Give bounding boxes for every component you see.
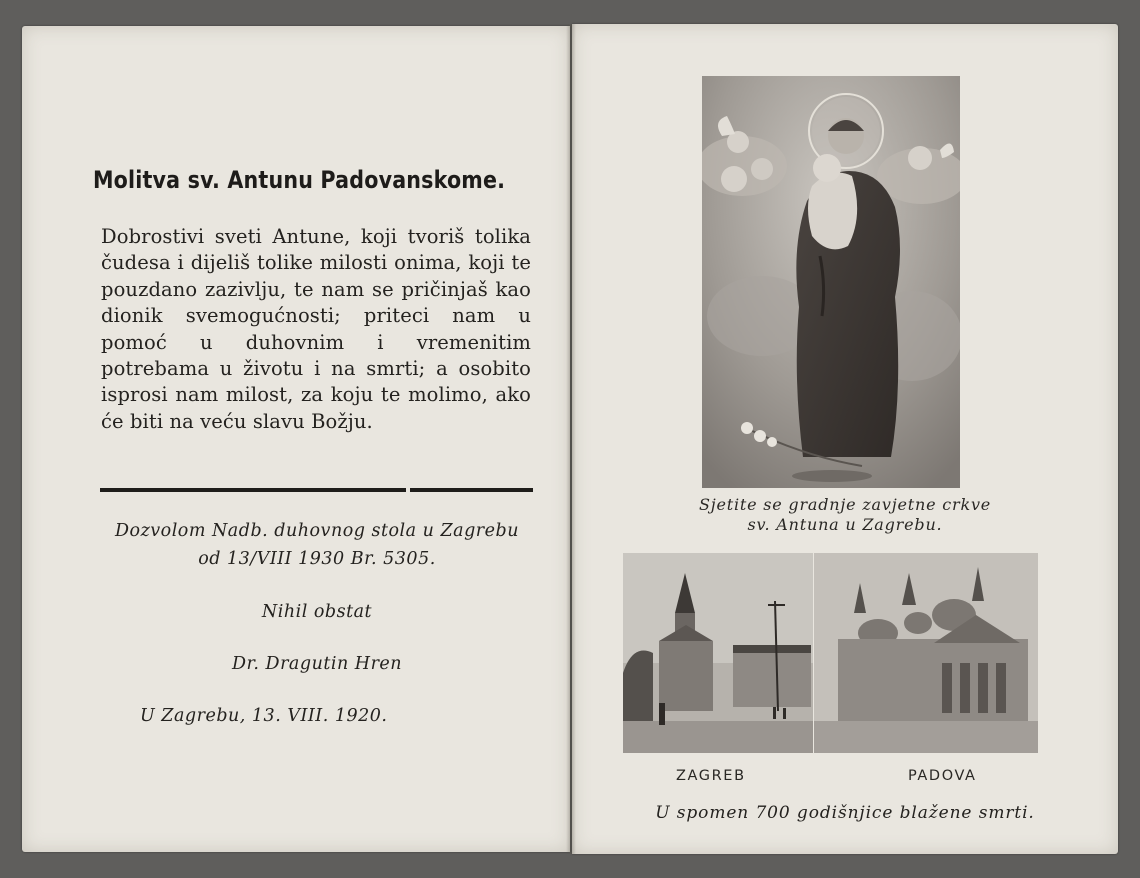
censor-name: Dr. Dragutin Hren [231,654,403,674]
left-page [22,26,570,852]
image-caption-line-1: Sjetite se gradnje zavjetne crkve [698,495,992,514]
right-page [572,24,1118,854]
divider-rule-right [410,488,533,492]
center-fold [566,24,576,854]
nihil-obstat: Nihil obstat [261,602,373,622]
padova-label: PADOVA [908,768,977,784]
prayer-text: Dobrostivi sveti Antune, koji tvoriš tolika čudesa i dijeliš tolike milosti onima, koji te pouzdano zazivlju, te nam se pričinjaš kao dionik svemogućnosti; priteci nam u pomoć u duhovnim i vremenitim potrebama u životu i na smrti; a osobito isprosi nam milost, za koju te molimo, ako će biti na veću slavu Božju. [101,225,531,433]
divider-rule-left [100,488,406,492]
approval-line-1: Dozvolom Nadb. duhovnog stola u Zagrebu [115,521,519,541]
padova-basilica-photo [814,553,1038,753]
zagreb-church-photo [623,553,813,753]
prayer-title: Molitva sv. Antunu Padovanskome. [92,166,506,194]
zagreb-label: ZAGREB [676,768,746,784]
image-caption-line-2: sv. Antuna u Zagrebu. [747,515,943,534]
approval-line-2: od 13/VIII 1930 Br. 5305. [198,549,436,569]
saint-anthony-image [702,76,960,488]
place-date: U Zagrebu, 13. VIII. 1920. [140,706,388,726]
memorial-text: U spomen 700 godišnjice blažene smrti. [655,803,1035,823]
